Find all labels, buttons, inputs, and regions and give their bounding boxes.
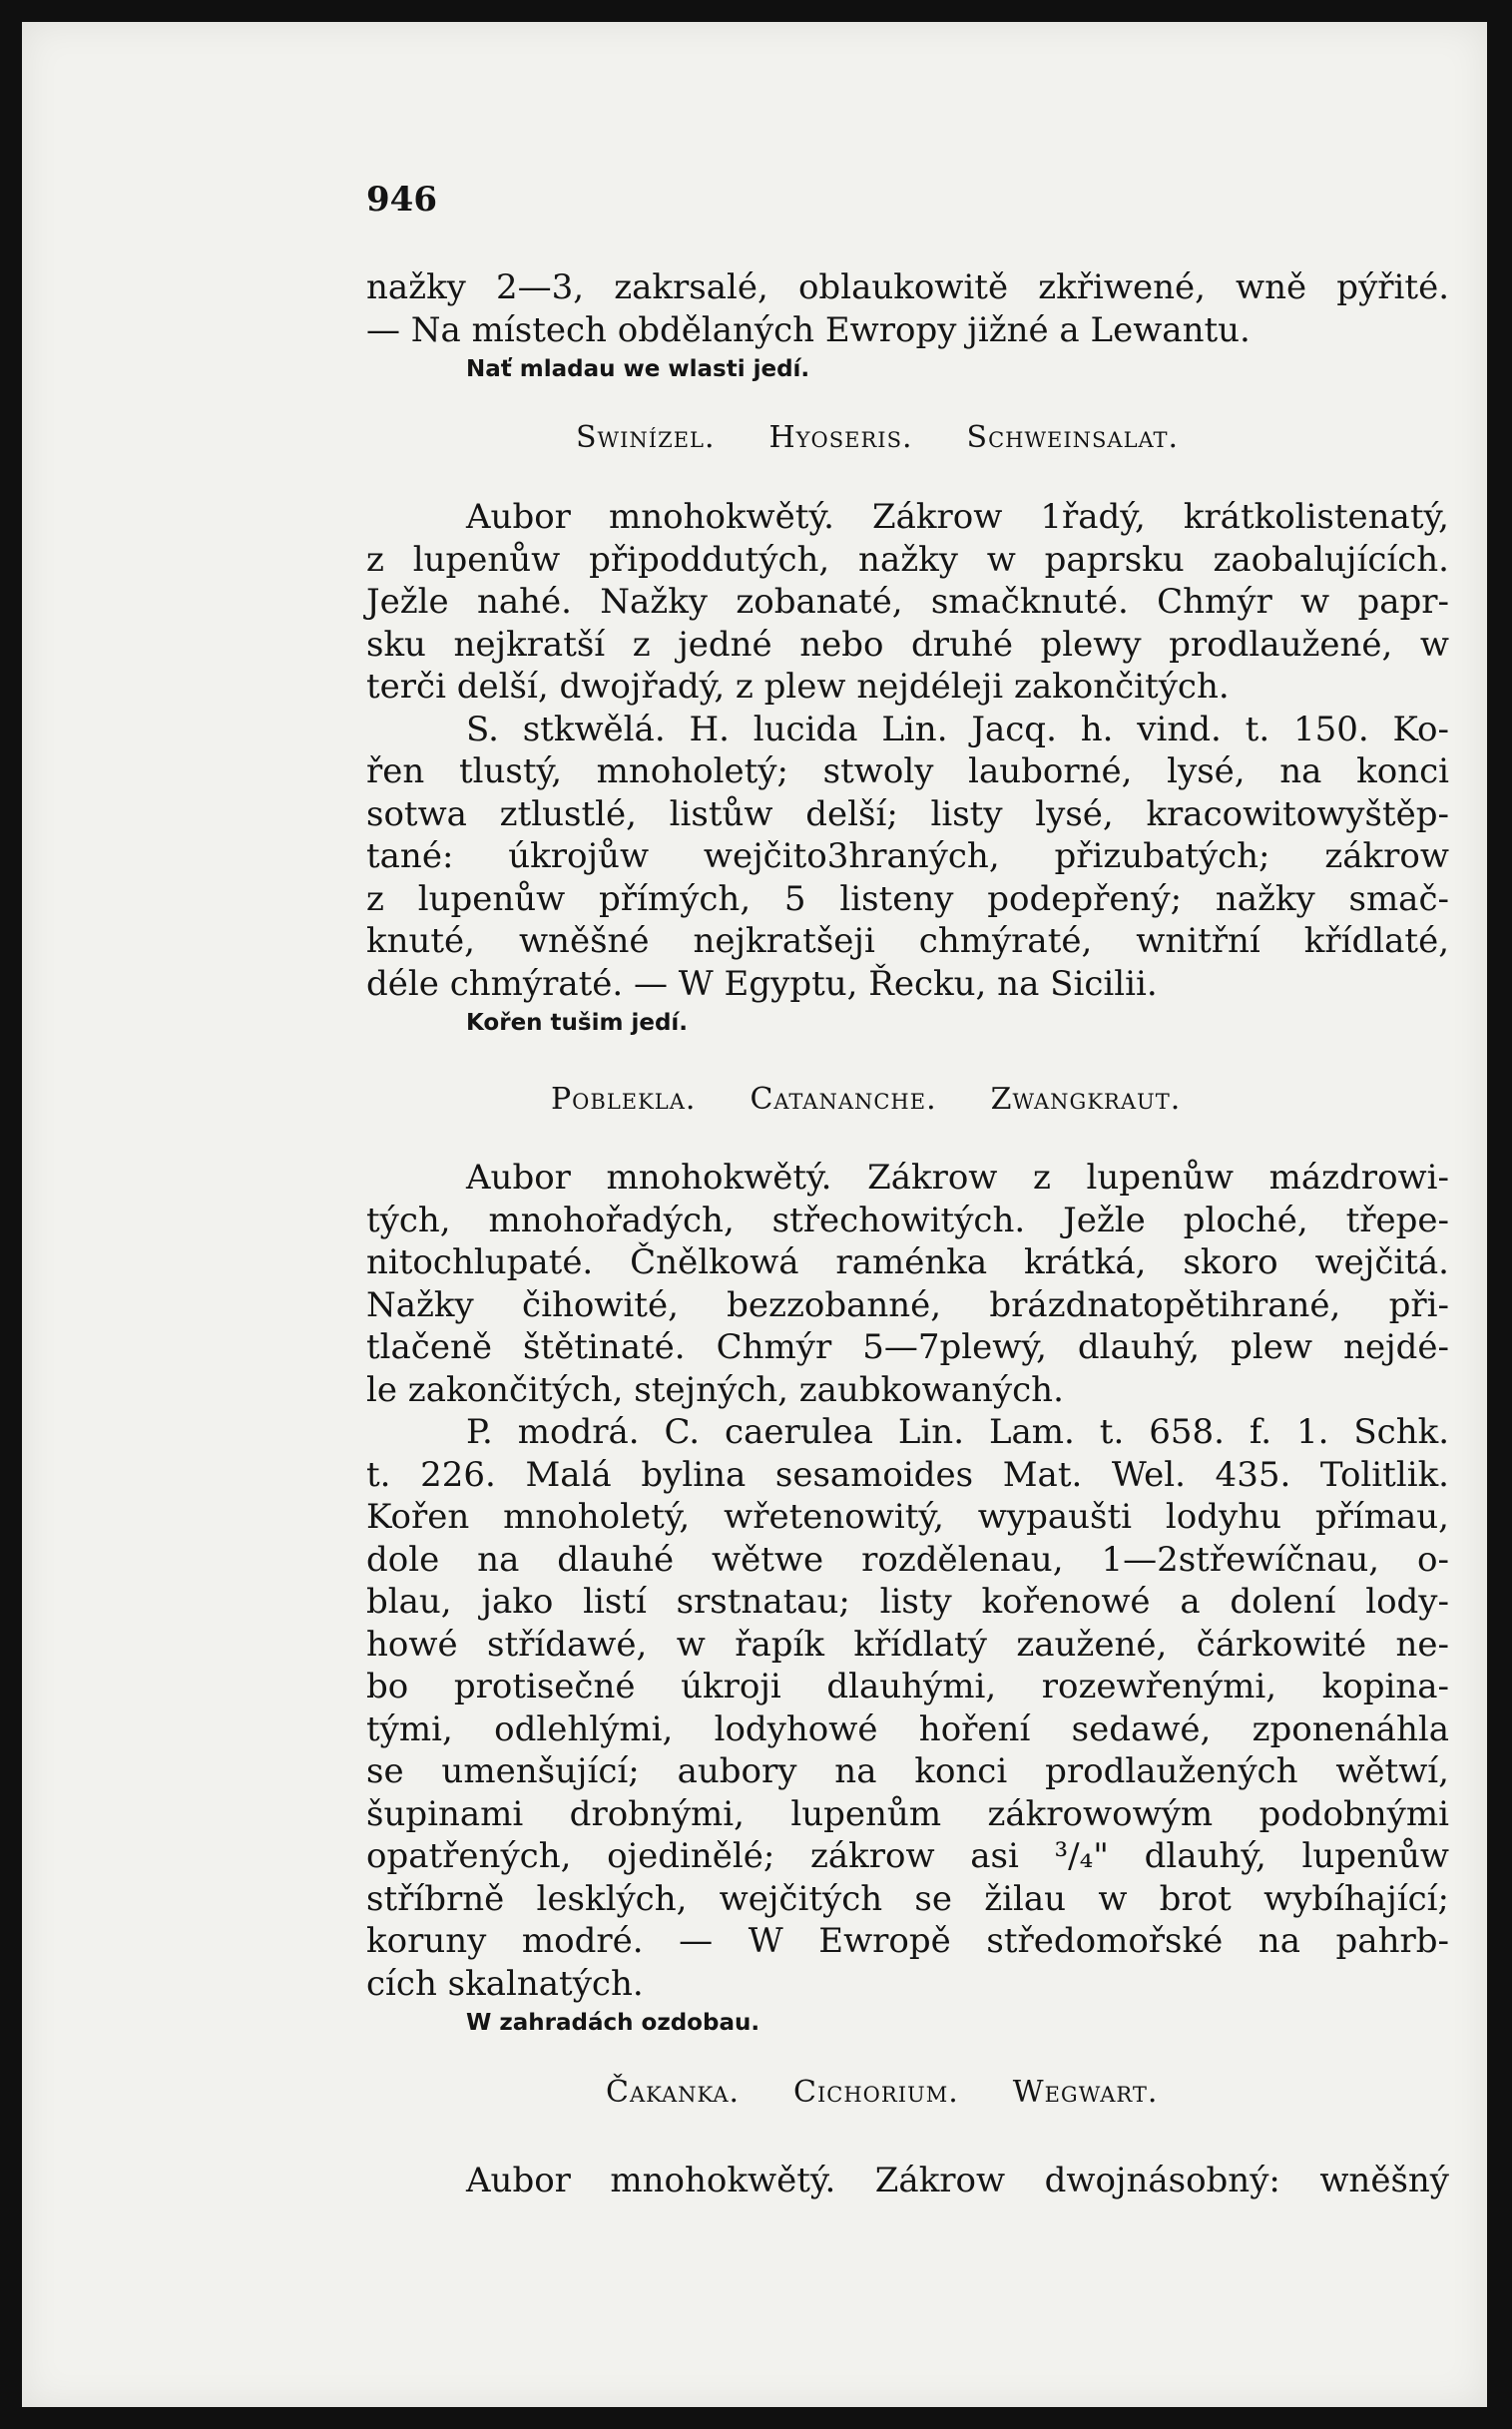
text-line: Aubor mnohokwětý. Zákrow dwojnásobný: wněšný — [466, 2161, 1449, 2200]
text-line: Ježle nahé. Nažky zobanaté, smačknuté. Chmýr w papr- — [366, 582, 1449, 622]
text-line: šupinami drobnými, lupenům zákrowowým podobnými — [366, 1793, 1449, 1834]
genus-description-catananche — [366, 1157, 1449, 2041]
genus-german-name: Schweinsalat. — [966, 420, 1180, 455]
genus-czech-name: Poblekla. — [551, 1082, 697, 1117]
genus-description-hyoseris — [366, 496, 1449, 1041]
text-line: terči delší, dwojřadý, z plew nejdéleji zakončitých. — [366, 667, 1230, 707]
genus-heading-catananche — [366, 1075, 1449, 1125]
text-line: z lupenůw připoddutých, nažky w paprsku zaobalujících. — [366, 539, 1449, 580]
text-line: déle chmýraté. — W Egyptu, Řecku, na Sicilii. — [366, 963, 1158, 1004]
text-line: tlačeně štětinaté. Chmýr 5—7plewý, dlauhý, plew nejdé- — [366, 1327, 1449, 1367]
paragraph-continuation — [366, 266, 1449, 387]
text-line: t. 226. Malá bylina sesamoides Mat. Wel. 435. Tolitlik. — [366, 1454, 1449, 1495]
text-line: bo protisečné úkroji dlauhými, rozewřenými, kopina- — [366, 1667, 1449, 1706]
genus-description-cichorium — [366, 2160, 1449, 2202]
text-line: koruny modré. — W Ewropě středomořské na pahrb- — [366, 1921, 1449, 1961]
text-line: Aubor mnohokwětý. Zákrow z lupenůw mázdrowi- — [466, 1158, 1449, 1198]
usage-note: Kořen tušim jedí. — [466, 1010, 689, 1036]
text-line: z lupenůw přímých, 5 listeny podepřený; nažky smač- — [366, 878, 1449, 919]
genus-latin-name: Hyoseris. — [768, 420, 913, 455]
text-line: Aubor mnohokwětý. Zákrow 1řadý, krátkolistenatý, — [466, 497, 1449, 537]
usage-note: Nať mladau we wlasti jedí. — [466, 356, 810, 382]
page-number: 946 — [366, 180, 437, 220]
text-line: cích skalnatých. — [366, 1963, 644, 2004]
text-line: opatřených, ojedinělé; zákrow asi ³/₄" dlauhý, lupenůw — [366, 1836, 1449, 1876]
text-line: sku nejkratší z jedné nebo druhé plewy prodlaužené, w — [366, 624, 1449, 665]
text-line: se umenšující; aubory na konci prodlaužených wětwí, — [366, 1751, 1449, 1791]
text-line: tané: úkrojůw wejčito3hraných, přizubatých; zákrow — [366, 836, 1449, 876]
genus-german-name: Zwangkraut. — [990, 1082, 1182, 1117]
text-line: nažky 2—3, zakrsalé, oblaukowitě zkřiwené, wně pýřité. — [366, 267, 1449, 307]
book-page — [22, 22, 1487, 2407]
usage-note: W zahradách ozdobau. — [466, 2010, 760, 2036]
text-line: Nažky čihowité, bezzobanné, brázdnatopětihrané, při- — [366, 1284, 1449, 1325]
genus-latin-name: Cichorium. — [793, 2075, 959, 2110]
genus-czech-name: Swinízel. — [576, 420, 716, 455]
text-line: blau, jako listí srstnatau; listy kořenowé a dolení lody- — [366, 1582, 1449, 1622]
text-line: dole na dlauhé wětwe rozdělenau, 1—2střewíčnau, o- — [366, 1539, 1449, 1580]
text-line: tých, mnohořadých, střechowitých. Ježle ploché, třepe- — [366, 1200, 1449, 1240]
text-line: — Na místech obdělaných Ewropy jižné a Lewantu. — [366, 309, 1251, 350]
text-line: Kořen mnoholetý, wřetenowitý, wypaušti lodyhu přímau, — [366, 1497, 1449, 1537]
species-line: P. modrá. C. caerulea Lin. Lam. t. 658. f. 1. Schk. — [466, 1412, 1449, 1452]
text-line: řen tlustý, mnoholetý; stwoly lauborné, lysé, na konci — [366, 751, 1449, 791]
text-line: le zakončitých, stejných, zaubkowaných. — [366, 1369, 1064, 1410]
genus-latin-name: Catananche. — [750, 1082, 937, 1117]
genus-heading-cichorium — [366, 2068, 1449, 2118]
genus-heading-hyoseris — [366, 413, 1449, 463]
genus-german-name: Wegwart. — [1012, 2075, 1159, 2110]
text-line: howé střídawé, w řapík křídlatý zaužené, čárkowité ne- — [366, 1624, 1449, 1665]
text-line: sotwa ztlustlé, listůw delší; listy lysé, kracowitowyštěp- — [366, 793, 1449, 834]
species-line: S. stkwělá. H. lucida Lin. Jacq. h. vind. t. 150. Ko- — [466, 709, 1449, 749]
text-line: stříbrně lesklých, wejčitých se žilau w brot wybíhající; — [366, 1878, 1449, 1919]
text-line: tými, odlehlými, lodyhowé hoření sedawé, zponenáhla — [366, 1708, 1449, 1749]
text-line: knuté, wněšné nejkratšeji chmýraté, wnitřní křídlaté, — [366, 921, 1449, 961]
text-line: nitochlupaté. Čnělkowá raménka krátká, skoro wejčitá. — [366, 1242, 1449, 1282]
genus-czech-name: Čakanka. — [606, 2075, 741, 2110]
